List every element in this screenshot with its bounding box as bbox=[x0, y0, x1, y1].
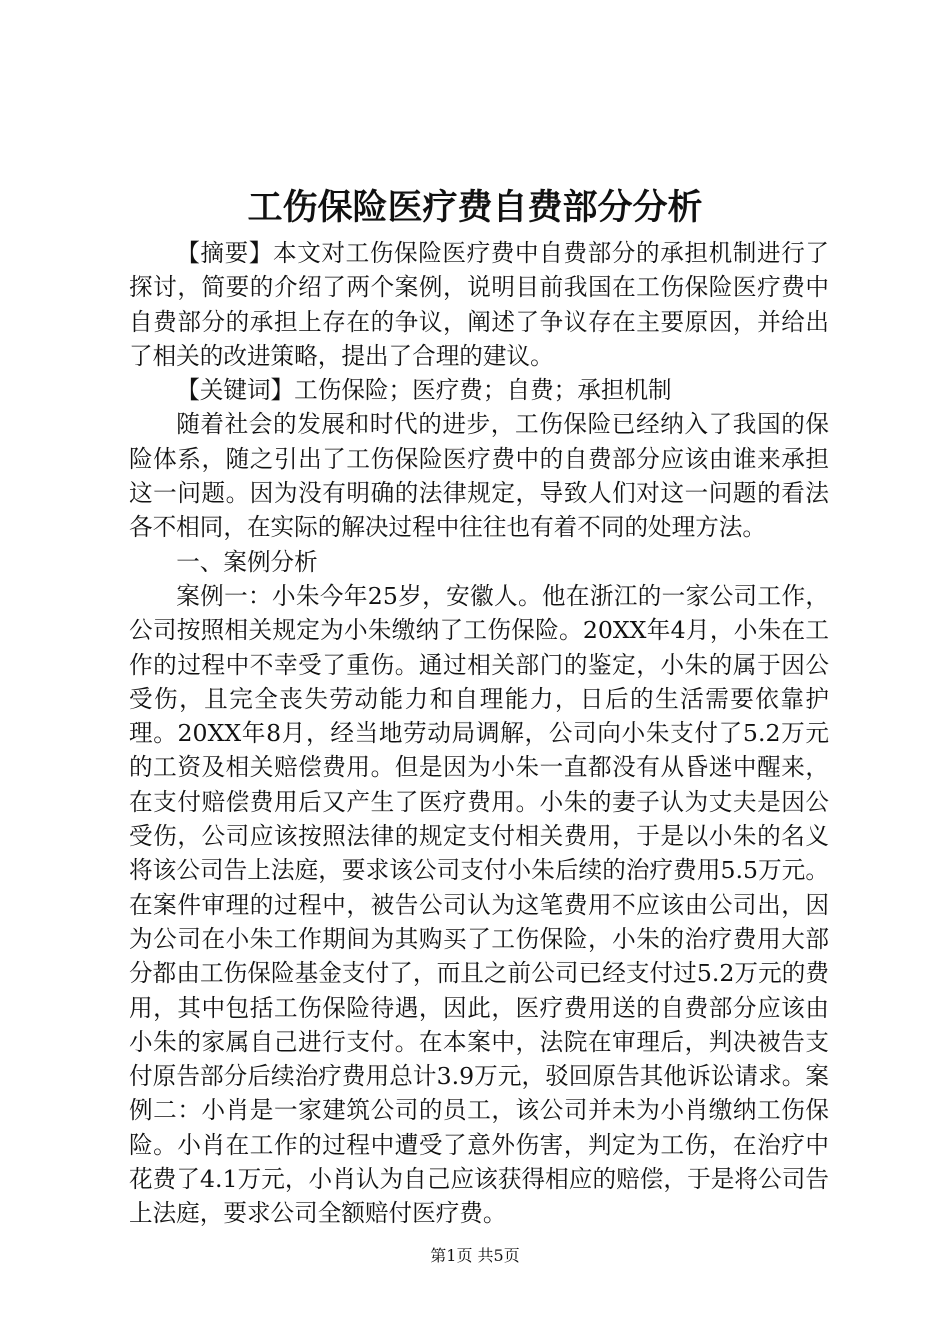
abstract-paragraph: 【摘要】本文对工伤保险医疗费中自费部分的承担机制进行了探讨，简要的介绍了两个案例，说明目前我国在工伤保险医疗费中自费部分的承担上存在的争议，阐述了争议存在主要原因，并给出了相关的改进策略，提出了合理的建议。 bbox=[129, 239, 829, 370]
page-footer: 第1页 共5页 bbox=[430, 1246, 520, 1265]
document-title: 工伤保险医疗费自费部分分析 bbox=[247, 188, 703, 228]
keywords-paragraph: 【关键词】工伤保险；医疗费；自费；承担机制 bbox=[176, 376, 672, 405]
document-body bbox=[129, 236, 829, 1231]
case-paragraph: 案例一：小朱今年25岁，安徽人。他在浙江的一家公司工作，公司按照相关规定为小朱缴纳了工伤保险。20XX年4月，小朱在工作的过程中不幸受了重伤。通过相关部门的鉴定，小朱的属于因公受伤，且完全丧失劳动能力和自理能力，日后的生活需要依靠护理。20XX年8月，经当地劳动局调解，公司向小朱支付了5.2万元的工资及相关赔偿费用。但是因为小朱一直都没有从昏迷中醒来，在支付赔偿费用后又产生了医疗费用。小朱的妻子认为丈夫是因公受伤，公司应该按照法律的规定支付相关费用，于是以小朱的名义将该公司告上法庭，要求该公司支付小朱后续的治疗费用5.5万元。在案件审理的过程中，被告公司认为这笔费用不应该由公司出，因为公司在小朱工作期间为其购买了工伤保险，小朱的治疗费用大部分都由工伤保险基金支付了，而且之前公司已经支付过5.2万元的费用，其中包括工伤保险待遇，因此，医疗费用送的自费部分应该由小朱的家属自己进行支付。在本案中，法院在审理后，判决被告支付原告部分后续治疗费用总计3.9万元，驳回原告其他诉讼请求。案例二：小肖是一家建筑公司的员工，该公司并未为小肖缴纳工伤保险。小肖在工作的过程中遭受了意外伤害，判定为工伤，在治疗中花费了4.1万元，小肖认为自己应该获得相应的赔偿，于是将公司告上法庭，要求公司全额赔付医疗费。 bbox=[129, 581, 829, 1228]
section-heading: 一、案例分析 bbox=[176, 547, 318, 576]
intro-paragraph: 随着社会的发展和时代的进步，工伤保险已经纳入了我国的保险体系，随之引出了工伤保险医疗费中的自费部分应该由谁来承担这一问题。因为没有明确的法律规定，导致人们对这一问题的看法各不相同，在实际的解决过程中往往也有着不同的处理方法。 bbox=[129, 410, 829, 542]
